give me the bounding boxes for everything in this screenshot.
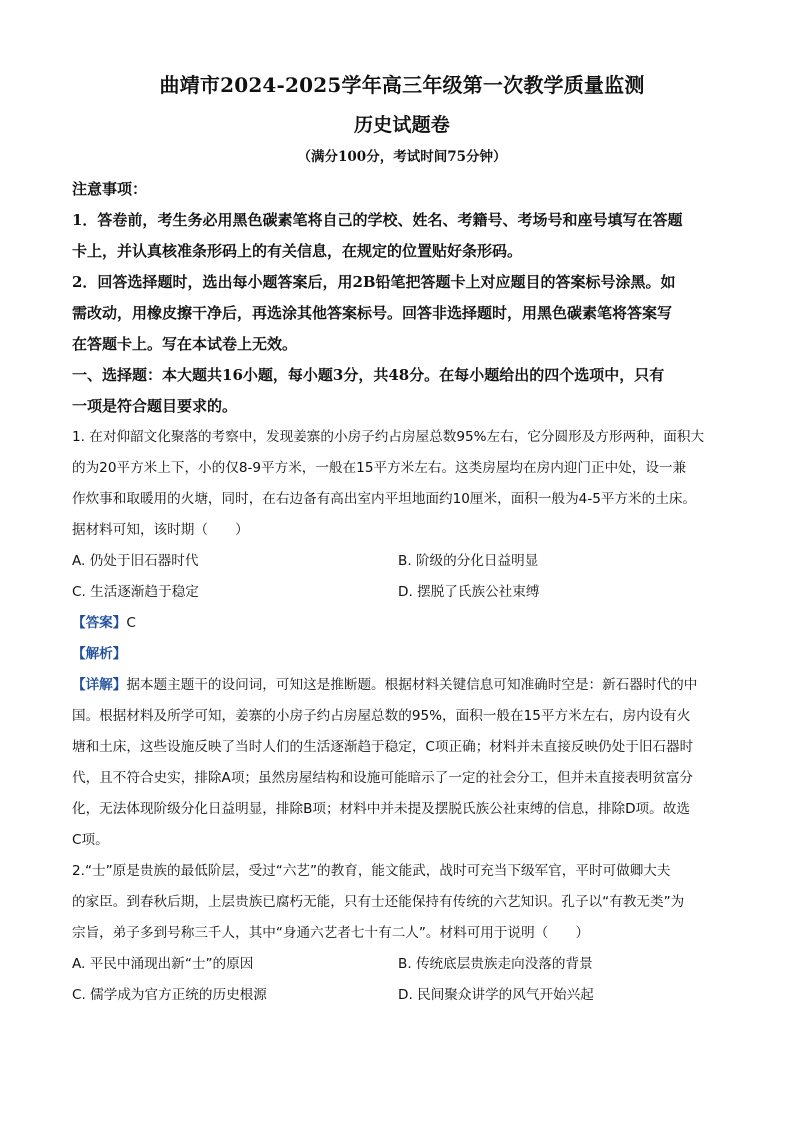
notice-item-1-line-2: 卡上，并认真核准条形码上的有关信息，在规定的位置贴好条形码。 — [72, 242, 523, 260]
notice-item-2-line-3: 在答题卡上。写在本试卷上无效。 — [72, 335, 298, 353]
q1-detail-line-6: C项。 — [72, 832, 109, 848]
q1-option-d[interactable]: D. 摆脱了氏族公社束缚 — [398, 584, 540, 600]
q1-option-b[interactable]: B. 阶级的分化日益明显 — [398, 553, 539, 569]
q2-option-b[interactable]: B. 传统底层贵族走向没落的背景 — [398, 956, 593, 972]
section-1-line-1: 一、选择题：本大题共16小题，每小题3分，共48分。在每小题给出的四个选项中，只有 — [72, 366, 665, 384]
answer-label: 【答案】 — [72, 615, 127, 631]
q2-options — [72, 949, 732, 1011]
analysis-label: 【解析】 — [72, 646, 127, 662]
q2-stem-line-3: 宗旨，弟子多到号称三千人，其中“身通六艺者七十有二人”。材料可用于说明（ ） — [72, 925, 590, 941]
q1-answer — [72, 608, 732, 639]
q1-analysis — [72, 639, 732, 670]
exam-page — [72, 70, 732, 1011]
q1-options — [72, 546, 732, 608]
notice-section — [72, 174, 732, 360]
q2-stem-line-2: 的家臣。到春秋后期，上层贵族已腐朽无能，只有士还能保持有传统的六艺知识。孔子以“有教无类”为 — [72, 894, 685, 910]
question-1 — [72, 422, 732, 856]
notice-item-1-line-1: 1．答卷前，考生务必用黑色碳素笔将自己的学校、姓名、考籍号、考场号和座号填写在答题 — [72, 211, 683, 229]
q1-stem-line-4: 据材料可知，该时期（ ） — [72, 522, 249, 538]
q1-stem-line-2: 的为20平方米上下，小的仅8-9平方米，一般在15平方米左右。这类房屋均在房内迎门正中处，设一兼 — [72, 460, 687, 476]
q1-stem-line-1: 1. 在对仰韶文化聚落的考察中，发现姜寨的小房子约占房屋总数95%左右，它分圆形及方形两种，面积大 — [72, 429, 705, 445]
q2-stem-line-1: 2.“士”原是贵族的最低阶层，受过“六艺”的教育，能文能武，战时可充当下级军官，平时可做卿大夫 — [72, 863, 671, 879]
exam-subtitle: 历史试题卷 — [353, 114, 450, 136]
detail-text-1: 据本题主题干的设问词，可知这是推断题。根据材料关键信息可知准确时空是：新石器时代的中 — [126, 677, 698, 693]
q1-stem-line-3: 作炊事和取暖用的火塘，同时，在右边备有高出室内平坦地面约10厘米，面积一般为4-5平方米的土床。 — [72, 491, 697, 507]
question-2 — [72, 856, 732, 1011]
q1-option-a[interactable]: A. 仍处于旧石器时代 — [72, 553, 199, 569]
score-time-note: （满分100分，考试时间75分钟） — [297, 149, 507, 165]
section-1-line-2: 一项是符合题目要求的。 — [72, 397, 238, 415]
section-1-heading — [72, 360, 732, 422]
notice-item-2-line-2: 需改动，用橡皮擦干净后，再选涂其他答案标号。回答非选择题时，用黑色碳素笔将答案写 — [72, 304, 673, 322]
q1-detail-line-3: 塘和土床，这些设施反映了当时人们的生活逐渐趋于稳定，C项正确；材料并未直接反映仍处于旧石器时 — [72, 739, 694, 755]
notice-heading: 注意事项： — [72, 180, 148, 198]
notice-item-2-line-1: 2．回答选择题时，选出每小题答案后，用2B铅笔把答题卡上对应题目的答案标号涂黑。如 — [72, 273, 676, 291]
exam-title: 曲靖市2024-2025学年高三年级第一次教学质量监测 — [159, 73, 645, 97]
q1-option-c[interactable]: C. 生活逐渐趋于稳定 — [72, 584, 199, 600]
q1-detail-line-2: 国。根据材料及所学可知，姜寨的小房子约占房屋总数的95%，面积一般在15平方米左右，房内设有火 — [72, 708, 691, 724]
detail-label: 【详解】 — [72, 677, 127, 693]
q2-option-c[interactable]: C. 儒学成为官方正统的历史根源 — [72, 987, 267, 1003]
q1-detail-line-4: 代，且不符合史实，排除A项；虽然房屋结构和设施可能暗示了一定的社会分工，但并未直接表明贫富分 — [72, 770, 694, 786]
q1-detail-line-1 — [72, 670, 732, 701]
q2-option-d[interactable]: D. 民间聚众讲学的风气开始兴起 — [398, 987, 594, 1003]
q2-option-a[interactable]: A. 平民中涌现出新“士”的原因 — [72, 956, 254, 972]
answer-value: C — [126, 615, 136, 631]
q1-detail-line-5: 化，无法体现阶级分化日益明显，排除B项；材料中并未提及摆脱氏族公社束缚的信息，排除D项。故选 — [72, 801, 690, 817]
